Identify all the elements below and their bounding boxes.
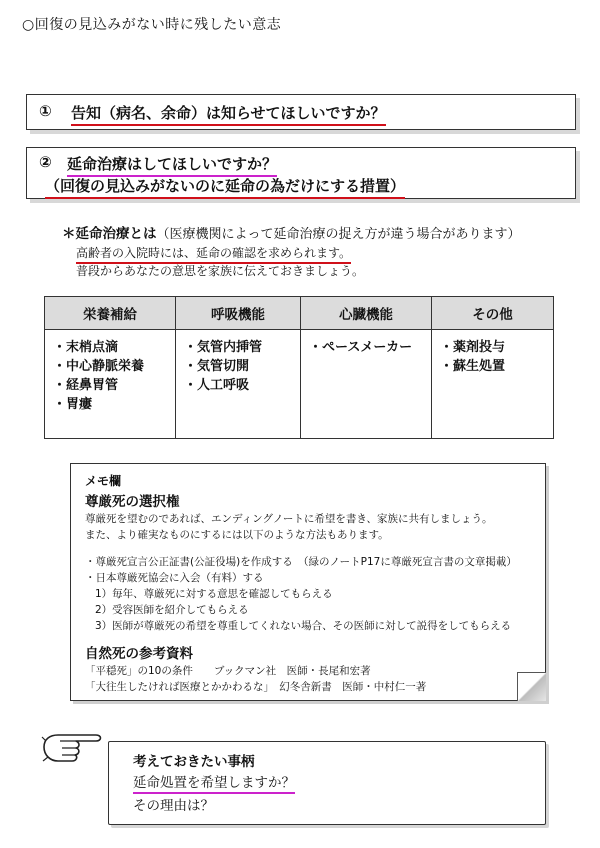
table-header-nutrition: 栄養補給 [45, 297, 176, 330]
list-item: ・末梢点滴 [53, 340, 119, 355]
memo-label: メモ欄 [85, 474, 122, 488]
memo-reference-2: 「大往生したければ医療とかかわるな」 幻冬舎新書 医師・中村仁一著 [85, 681, 427, 693]
list-item: ・薬剤投与 [440, 340, 506, 355]
considerations-heading: 考えておきたい事柄 [133, 754, 255, 770]
list-item: ・人工呼吸 [184, 378, 250, 393]
list-item: ・蘇生処置 [440, 359, 506, 374]
definition-line-2: 普段からあなたの意思を家族に伝えておきましょう。 [76, 264, 365, 278]
memo-box [70, 463, 546, 701]
pointing-hand-icon [40, 727, 112, 767]
table-header-cardiac: 心臓機能 [301, 297, 432, 330]
memo-item-2-3: 3）医師が尊厳死の希望を尊重してくれない場合、その医師に対して説得をしてもらえる [95, 620, 512, 632]
considerations-question: 延命処置を希望しますか？ [133, 771, 295, 794]
memo-reference-1: 「平穏死」の10の条件 ブックマン社 医師・長尾和宏著 [85, 665, 371, 677]
question-2-box [26, 147, 576, 199]
table-header-other: その他 [432, 297, 554, 330]
memo-item-2-2: 2）受容医師を紹介してもらえる [95, 604, 249, 616]
question-2-line2: （回復の見込みがないのに延命の為だけにする措置） [45, 175, 405, 199]
question-1-text: 告知（病名、余命）は知らせてほしいですか？ [71, 102, 386, 126]
memo-title-natural-death: 自然死の参考資料 [85, 646, 193, 662]
question-2-line1: 延命治療はしてほしいですか？ [67, 153, 277, 177]
definition-heading-note: （医療機関によって延命治療の捉え方が違う場合があります） [156, 227, 521, 242]
memo-item-2-1: 1）毎年、尊厳死に対する意思を確認してもらえる [95, 588, 333, 600]
definition-line-1: 高齢者の入院時には、延命の確認を求められます。 [76, 244, 351, 264]
list-item: ・中心静脈栄養 [53, 359, 145, 374]
list-item: ・気管切開 [184, 359, 250, 374]
list-item: ・胃瘻 [53, 397, 93, 412]
page-curl-corner [517, 672, 546, 701]
memo-title-dignified-death: 尊厳死の選択権 [85, 494, 180, 510]
table-cell-cardiac [301, 330, 432, 439]
definition-heading [62, 222, 521, 242]
list-item: ・ペースメーカー [309, 340, 413, 355]
memo-item-2: ・日本尊厳死協会に入会（有料）する [85, 572, 264, 584]
page-title: ○回復の見込みがない時に残したい意志 [22, 17, 282, 33]
life-support-table [44, 296, 554, 439]
memo-paragraph-1: 尊厳死を望むのであれば、エンディングノートに希望を書き、家族に共有しましょう。 [85, 513, 493, 525]
considerations-box [108, 741, 546, 825]
table-cell-other [432, 330, 554, 439]
list-item: ・経鼻胃管 [53, 378, 119, 393]
question-2-number: ② [39, 153, 52, 171]
table-cell-respiration [176, 330, 301, 439]
memo-paragraph-2: また、より確実なものにするには以下のような方法もあります。 [85, 529, 389, 541]
considerations-reason: その理由は？ [133, 798, 214, 814]
question-1-number: ① [39, 102, 52, 120]
table-header-respiration: 呼吸機能 [176, 297, 301, 330]
table-cell-nutrition [45, 330, 176, 439]
list-item: ・気管内挿管 [184, 340, 263, 355]
definition-heading-prefix: ＊延命治療とは [62, 226, 157, 242]
question-1-box [26, 94, 576, 130]
memo-item-1: ・尊厳死宣言公正証書(公証役場)を作成する （緑のノートP17に尊厳死宣言書の文章掲載） [85, 556, 517, 568]
